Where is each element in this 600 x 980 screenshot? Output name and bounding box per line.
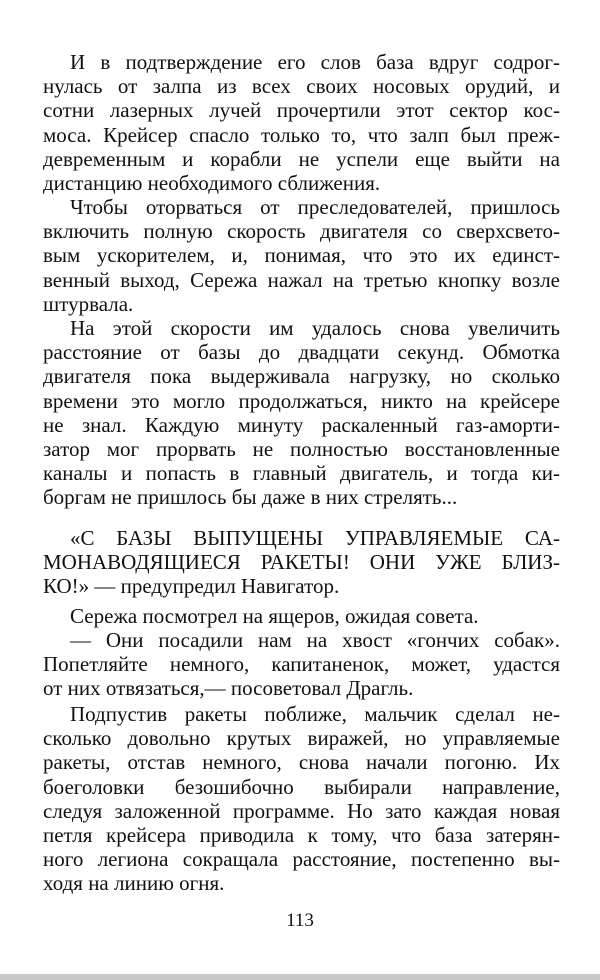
text-line: дистанцию необходимого сближения.	[43, 170, 381, 195]
text-line: девременным и корабли не успели еще выйти на	[43, 146, 560, 171]
paragraph-7	[43, 702, 560, 896]
navigator-message	[43, 526, 560, 599]
text-line: И в подтверждение его слов база вдруг содрог-	[70, 50, 560, 74]
paragraph-3	[43, 316, 560, 510]
page-edge	[0, 974, 600, 980]
text-line: «С БАЗЫ ВЫПУЩЕНЫ УПРАВЛЯЕМЫЕ СА-	[70, 526, 560, 550]
text-line: моса. Крейсер спасло только то, что залп был преж-	[43, 122, 560, 147]
text-line: ракеты, отстав немного, снова начали погоню. Их	[43, 750, 560, 775]
text-line: не знал. Каждую минуту раскаленный газ-аморти-	[43, 412, 560, 437]
text-line: боеголовки безошибочно выбирали направление,	[43, 774, 560, 799]
text-line: ного легиона сокращала расстояние, постепенно вы-	[43, 847, 560, 872]
text-line: сотни лазерных лучей прочертили этот сектор кос-	[43, 98, 560, 123]
text-line: от них отвязаться,— посоветовал Драгль.	[43, 676, 414, 701]
text-line: петля крейсера приводила к тому, что база затерян-	[43, 822, 560, 847]
paragraph-1	[43, 50, 560, 195]
text-line: Чтобы оторваться от преследователей, пришлось	[70, 195, 560, 219]
text-line: Сережа посмотрел на ящеров, ожидая совета.	[70, 604, 479, 628]
text-line: расстояние от базы до двадцати секунд. Обмотка	[43, 340, 560, 365]
text-line: следуя заложенной программе. Но зато каждая новая	[43, 798, 560, 823]
paragraph-2	[43, 195, 560, 316]
text-line: двигателя пока выдерживала нагрузку, но сколько	[43, 364, 560, 389]
text-line: штурвала.	[43, 291, 134, 316]
text-line: затор мог прорвать не полностью восстановленные	[43, 436, 560, 461]
text-line: МОНАВОДЯЩИЕСЯ РАКЕТЫ! ОНИ УЖЕ БЛИЗ-	[43, 550, 560, 575]
text-line: вым ускорителем, и, понимая, что это их единст-	[43, 243, 560, 268]
text-line: боргам не пришлось бы даже в них стрелять...	[43, 485, 458, 510]
text-line: Подпустив ракеты поближе, мальчик сделал не-	[70, 702, 560, 726]
text-line: Попетляйте немного, капитаненок, может, удастся	[43, 652, 560, 677]
text-line: венный выход, Сережа нажал на третью кнопку возле	[43, 267, 560, 292]
text-line: На этой скорости им удалось снова увеличить	[70, 316, 560, 340]
text-line: сколько довольно крутых виражей, но управляемые	[43, 726, 560, 751]
text-line: каналы и попасть в главный двигатель, и тогда ки-	[43, 461, 560, 486]
page-number: 113	[286, 910, 314, 931]
text-line: включить полную скорость двигателя со сверхсвето-	[43, 219, 560, 244]
text-line: нулась от залпа из всех своих носовых орудий, и	[43, 74, 560, 99]
text-line: ходя на линию огня.	[43, 871, 225, 896]
dialogue-paragraph	[43, 628, 560, 701]
text-line: времени это могло продолжаться, никто на крейсере	[43, 388, 560, 413]
paragraph-5	[43, 604, 560, 628]
text-line: — Они посадили нам на хвост «гончих собак».	[70, 628, 560, 652]
text-line: КО!» — предупредил Навигатор.	[43, 574, 340, 599]
